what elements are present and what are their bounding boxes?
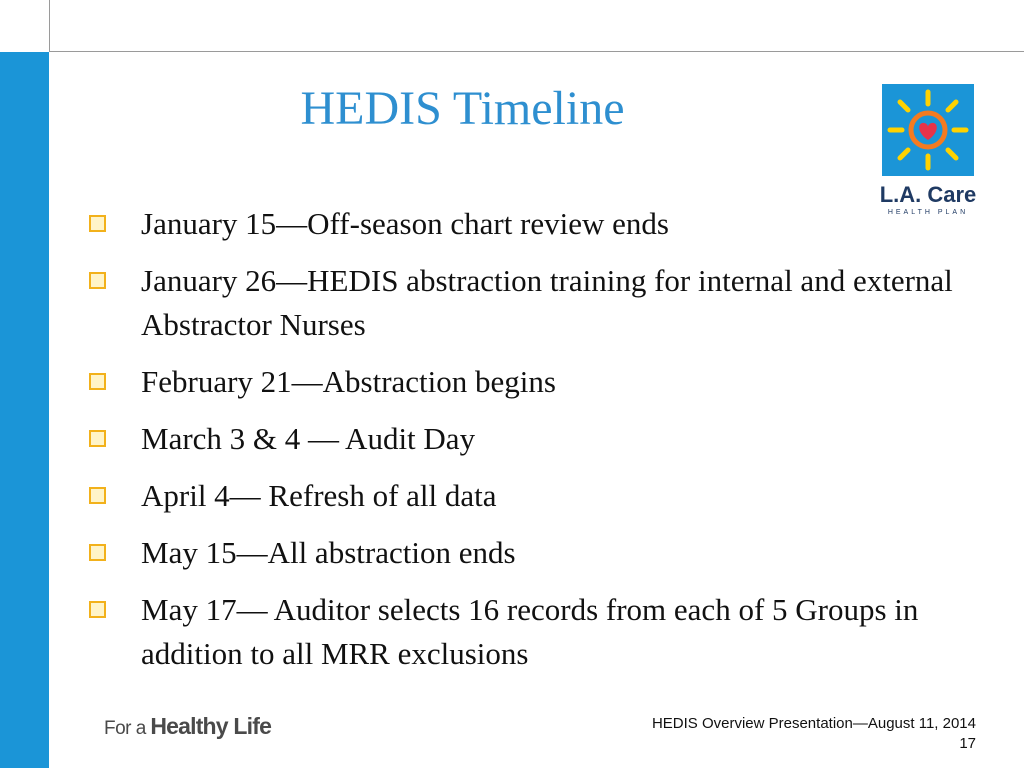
square-bullet-icon xyxy=(89,430,106,447)
bullet-text: March 3 & 4 — Audit Day xyxy=(141,421,476,456)
list-item xyxy=(89,259,969,347)
bullet-text: May 17— Auditor selects 16 records from each of 5 Groups in addition to all MRR exclusions xyxy=(141,592,919,671)
list-item xyxy=(89,202,969,246)
top-corner-divider xyxy=(49,0,50,52)
bullet-text: January 15—Off-season chart review ends xyxy=(141,206,669,241)
list-item xyxy=(89,588,969,676)
square-bullet-icon xyxy=(89,601,106,618)
logo-name: L.A. Care xyxy=(879,182,977,207)
tagline-prefix: For a xyxy=(104,718,146,739)
square-bullet-icon xyxy=(89,272,106,289)
square-bullet-icon xyxy=(89,487,106,504)
list-item xyxy=(89,474,969,518)
slide-title: HEDIS Timeline xyxy=(300,82,625,135)
list-item xyxy=(89,360,969,404)
list-item xyxy=(89,531,969,575)
footer-tagline xyxy=(104,713,271,749)
left-accent-bar xyxy=(0,52,49,768)
square-bullet-icon xyxy=(89,373,106,390)
logo-subtitle: HEALTH PLAN xyxy=(887,209,969,216)
page-number: 17 xyxy=(959,735,976,752)
la-care-logo xyxy=(876,84,980,218)
list-item xyxy=(89,417,969,461)
top-divider-line xyxy=(49,51,1024,52)
footer-info xyxy=(652,714,976,754)
timeline-bullet-list xyxy=(89,202,969,689)
tagline-main: Healthy Life xyxy=(150,713,272,739)
bullet-text: January 26—HEDIS abstraction training for internal and external Abstractor Nurses xyxy=(141,263,953,342)
presentation-caption: HEDIS Overview Presentation—August 11, 2014 xyxy=(651,715,976,732)
bullet-text: April 4— Refresh of all data xyxy=(141,478,497,513)
bullet-text: February 21—Abstraction begins xyxy=(141,364,556,399)
square-bullet-icon xyxy=(89,215,106,232)
bullet-text: May 15—All abstraction ends xyxy=(141,535,516,570)
square-bullet-icon xyxy=(89,544,106,561)
